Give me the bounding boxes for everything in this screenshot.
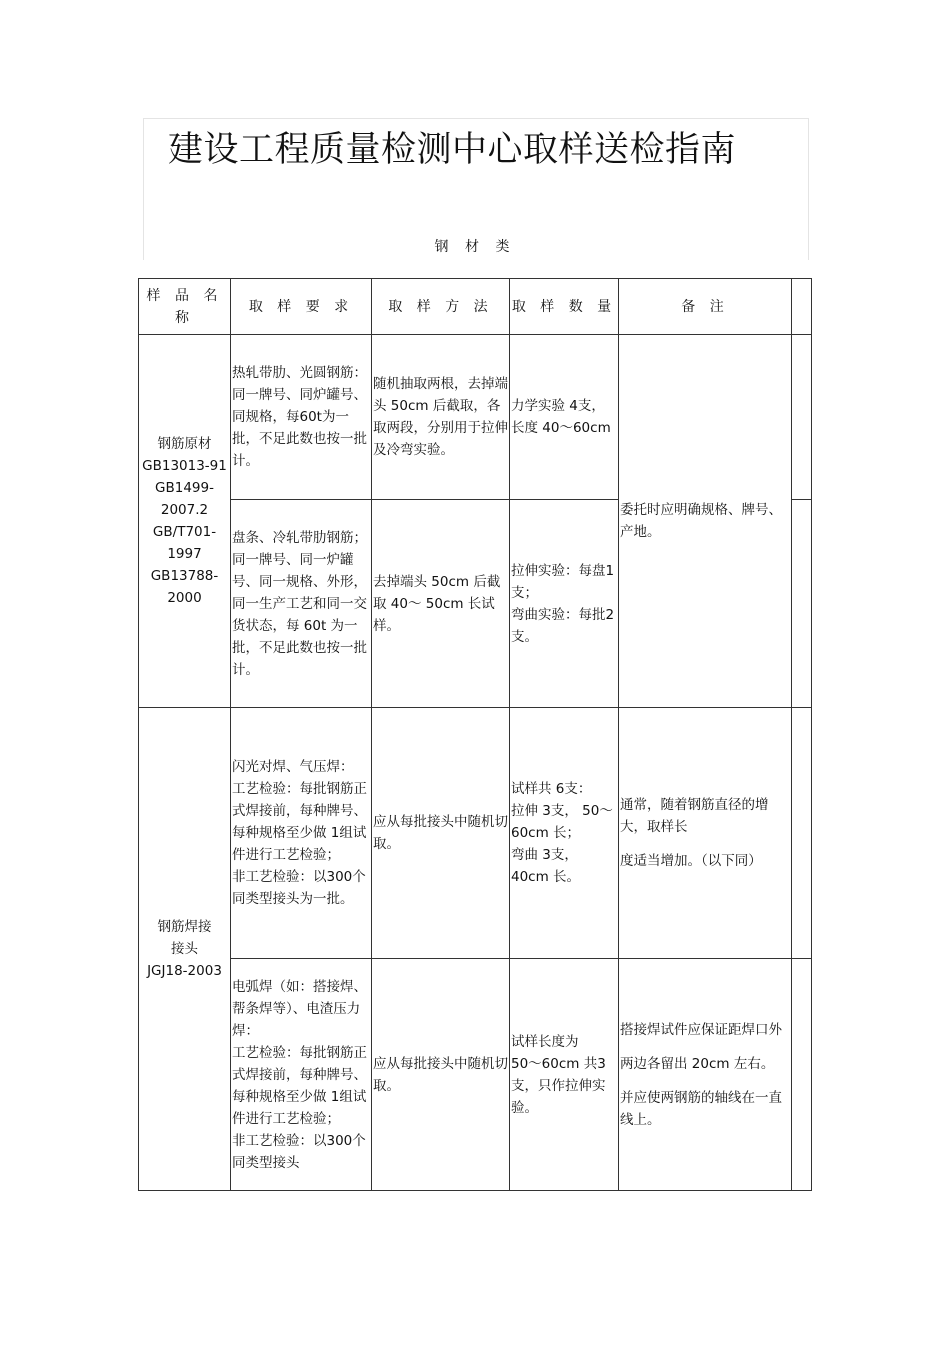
- remark-text: 度适当增加。（以下同）: [620, 853, 762, 869]
- requirement-cell: 热轧带肋、光圆钢筋：同一牌号、同炉罐号、同规格，每60t为一批，不足此数也按一批计。: [231, 335, 372, 500]
- remark-text: 搭接焊试件应保证距焊口外: [620, 1021, 782, 1038]
- header-sample-name: 样 品 名 称: [139, 279, 231, 335]
- remark-cell: 委托时应明确规格、牌号、产地。: [619, 335, 792, 708]
- requirement-cell: 盘条、冷轧带肋钢筋；同一牌号、同一炉罐号、同一规格、外形，同一生产工艺和同一交货状态，每 60t 为一批，不足此数也按一批计。: [231, 500, 372, 708]
- table-row: [139, 708, 812, 959]
- header-extra-cell: [792, 279, 812, 335]
- method-cell: 应从每批接头中随机切取。: [372, 708, 510, 959]
- table-header-row: [139, 279, 812, 335]
- category-label: 钢 材 类: [434, 239, 516, 255]
- remark-text: 两边各留出 20cm 左右。: [620, 1055, 775, 1072]
- page-title: 建设工程质量检测中心取样送检指南: [168, 130, 737, 170]
- table-row: [139, 959, 812, 1191]
- extra-cell: [792, 500, 812, 708]
- extra-cell: [792, 335, 812, 500]
- quantity-cell: 试样共 6支： 拉伸 3支， 50～60cm 长； 弯曲 3支， 40cm 长。: [510, 708, 619, 959]
- requirement-cell: 电弧焊（如：搭接焊、帮条焊等）、电渣压力焊： 工艺检验：每批钢筋正式焊接前，每种牌号、每种规格至少做 1组试件进行工艺检验； 非工艺检验：以300个同类型接头: [231, 959, 372, 1191]
- remark-text: 并应使两钢筋的轴线在一直线上。: [620, 1089, 782, 1128]
- remark-text: 通常，随着钢筋直径的增大，取样长: [620, 797, 769, 835]
- extra-cell: [792, 708, 812, 959]
- header-method: 取 样 方 法: [372, 279, 510, 335]
- method-cell: 应从每批接头中随机切取。: [372, 959, 510, 1191]
- quantity-cell: 试样长度为 50～60cm 共3支，只作拉伸实验。: [510, 959, 619, 1191]
- header-remark: 备 注: [619, 279, 792, 335]
- extra-cell: [792, 959, 812, 1191]
- sampling-table: [138, 278, 812, 1191]
- header-quantity: 取 样 数 量: [510, 279, 619, 335]
- method-cell: 随机抽取两根，去掉端头 50cm 后截取，各取两段，分别用于拉伸及冷弯实验。: [372, 335, 510, 500]
- table-row: [139, 335, 812, 500]
- remark-cell: [619, 708, 792, 959]
- quantity-cell: 力学实验 4支，长度 40～60cm: [510, 335, 619, 500]
- requirement-cell: 闪光对焊、气压焊： 工艺检验：每批钢筋正式焊接前，每种牌号、每种规格至少做 1组试件进行工艺检验； 非工艺检验：以300个同类型接头为一批。: [231, 708, 372, 959]
- sample-name-cell: 钢筋焊接 接头 JGJ18-2003: [139, 708, 231, 1191]
- sample-name-cell: 钢筋原材 GB13013-91 GB1499- 2007.2 GB/T701- 1997 GB13788- 2000: [139, 335, 231, 708]
- quantity-cell: 拉伸实验：每盘1支； 弯曲实验：每批2支。: [510, 500, 619, 708]
- header-requirement: 取 样 要 求: [231, 279, 372, 335]
- remark-cell: [619, 959, 792, 1191]
- method-cell: 去掉端头 50cm 后截取 40～ 50cm 长试样。: [372, 500, 510, 708]
